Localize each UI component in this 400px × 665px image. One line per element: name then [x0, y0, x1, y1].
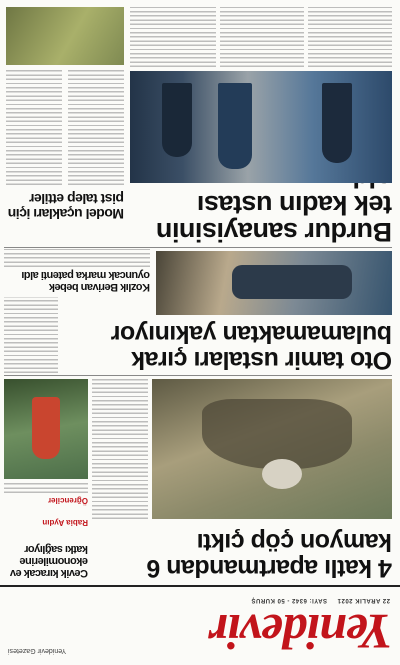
- photo-child: [4, 379, 88, 479]
- headline-side-story-3: Model uçakları için pist talep ettiler: [8, 191, 124, 222]
- article-text-column: [220, 5, 304, 67]
- newspaper-logo: Yenidevir: [209, 604, 392, 660]
- photo-shape: [32, 397, 60, 459]
- headline-mechanics-story: Oto tamir ustaları çırak bulamamaktan yakınıyor: [111, 320, 392, 374]
- issue-line: [243, 597, 390, 603]
- article-text-column: [130, 5, 216, 67]
- photo-shape: [218, 83, 252, 169]
- photo-women-workers: [130, 71, 392, 183]
- article-text-column: [4, 249, 150, 267]
- story-label-red: Öğrenciler: [47, 496, 88, 505]
- section-divider: [4, 247, 392, 248]
- article-text-column: [4, 481, 88, 493]
- article-text-column: [92, 379, 148, 519]
- headline-side-story-2: Kozlık Berivan bebek oyuncak marka patenti aldı: [21, 269, 150, 293]
- article-text-column: [4, 297, 58, 373]
- issue-details: SAYI: 6342 - 50 KURUŞ: [251, 597, 328, 603]
- article-text-column: [308, 5, 392, 67]
- section-divider: [4, 375, 392, 376]
- story-label-red: Rabia Aydın: [42, 518, 88, 527]
- masthead: [0, 585, 400, 665]
- article-text-column: [6, 69, 62, 185]
- photo-shape: [322, 83, 352, 163]
- photo-model-airfield: [6, 7, 124, 65]
- headline-side-story-1: Cevik kıracak ev ekonomilerine katkı sağlıyor: [10, 543, 88, 579]
- photo-shape: [162, 83, 192, 157]
- photo-garbage-pile: [152, 379, 392, 519]
- masthead-promo: Yenidevir Gazetesi: [8, 647, 67, 654]
- headline-main-story: 4 katlı apartmandan 6 kamyon çöp çıktı: [146, 528, 392, 582]
- photo-shape: [232, 265, 352, 299]
- photo-shape: [262, 459, 302, 489]
- headline-woman-master-story: Burdur sanayisinin tek kadın ustası: [156, 190, 392, 247]
- photo-auto-repair: [156, 251, 392, 315]
- issue-date: 22 ARALIK 2021: [337, 597, 390, 603]
- article-text-column: [68, 69, 124, 185]
